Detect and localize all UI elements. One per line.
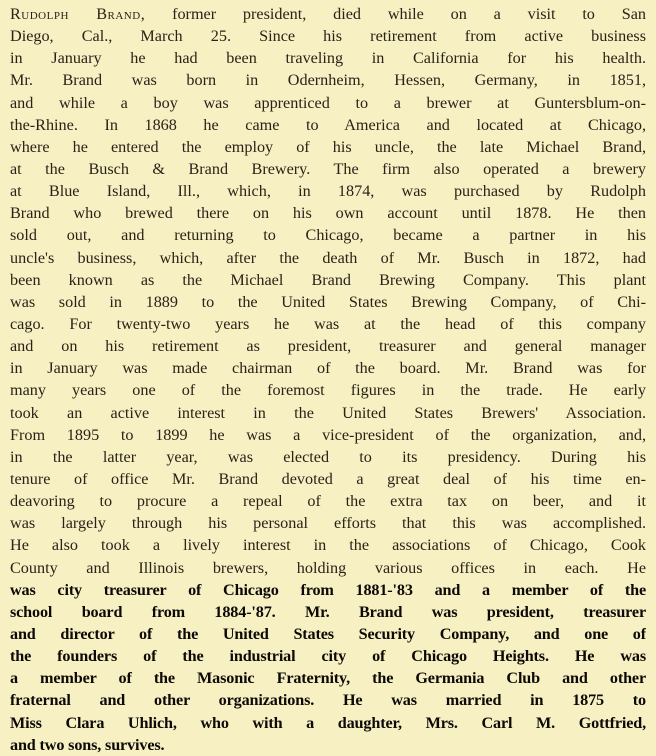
article-line-25: He also took a lively interest in the associations of Chicago, Cook	[10, 536, 646, 555]
article-line-2: Diego, Cal., March 25. Since his retirement from active business	[10, 27, 646, 46]
article-line-12: uncle's business, which, after the death of Mr. Busch in 1872, had	[10, 248, 646, 267]
article-line-32: fraternal and other organizations. He was married in 1875 to	[10, 691, 646, 710]
article-line-14: was sold in 1889 to the United States Brewing Company, of Chi-	[10, 292, 646, 311]
article-line-8: at the Busch & Brand Brewery. The firm also operated a brewery	[10, 159, 646, 178]
article-line-33: Miss Clara Uhlich, who with a daughter, Mrs. Carl M. Gottfried,	[10, 713, 646, 732]
article-line-4: Mr. Brand was born in Odernheim, Hessen, Germany, in 1851,	[10, 71, 646, 90]
article-line-21: in the latter year, was elected to its presidency. During his	[10, 447, 646, 466]
article-line-16: and on his retirement as president, treasurer and general manager	[10, 337, 646, 356]
article-line-27: was city treasurer of Chicago from 1881-'83 and a member of the	[10, 580, 646, 599]
article-line-5: and while a boy was apprenticed to a brewer at Guntersblum-on-	[10, 93, 646, 112]
article-line-1-text: former president, died while on a visit to San	[145, 5, 646, 23]
article-line-24: was largely through his personal efforts that this was accomplished.	[10, 514, 646, 533]
article-line-22: tenure of office Mr. Brand devoted a great deal of his time en-	[10, 469, 646, 488]
article-line-18: many years one of the foremost figures in the trade. He early	[10, 381, 646, 400]
article-line-31: a member of the Masonic Fraternity, the Germania Club and other	[10, 669, 646, 688]
article-line-10: Brand who brewed there on his own account until 1878. He then	[10, 204, 646, 223]
article-line-6: the-Rhine. In 1868 he came to America and located at Chicago,	[10, 115, 646, 134]
article-line-3: in January he had been traveling in California for his health.	[10, 49, 646, 68]
article-line-23: deavoring to procure a repeal of the extra tax on beer, and it	[10, 492, 646, 511]
article-line-13: been known as the Michael Brand Brewing Company. This plant	[10, 270, 646, 289]
article-line-15: cago. For twenty-two years he was at the head of this company	[10, 314, 646, 333]
article-line-9: at Blue Island, Ill., which, in 1874, was purchased by Rudolph	[10, 182, 646, 201]
article-line-30: the founders of the industrial city of Chicago Heights. He was	[10, 647, 646, 666]
article-line-28: school board from 1884-'87. Mr. Brand was president, treasurer	[10, 602, 646, 621]
article-line-11: sold out, and returning to Chicago, became a partner in his	[10, 226, 646, 245]
article-line-29: and director of the United States Security Company, and one of	[10, 624, 646, 643]
article-line-19: took an active interest in the United States Brewers' Association.	[10, 403, 646, 422]
article-line-17: in January was made chairman of the board. Mr. Brand was for	[10, 359, 646, 378]
article-line-7: where he entered the employ of his uncle, the late Michael Brand,	[10, 137, 646, 156]
article-line-26: County and Illinois brewers, holding various offices in each. He	[10, 558, 646, 577]
article-line-34: and two sons, survives.	[10, 735, 165, 754]
lead-name: Rudolph Brand,	[10, 5, 146, 23]
article-line-1	[10, 3, 646, 25]
article-line-20: From 1895 to 1899 he was a vice-president of the organization, and,	[10, 425, 646, 444]
